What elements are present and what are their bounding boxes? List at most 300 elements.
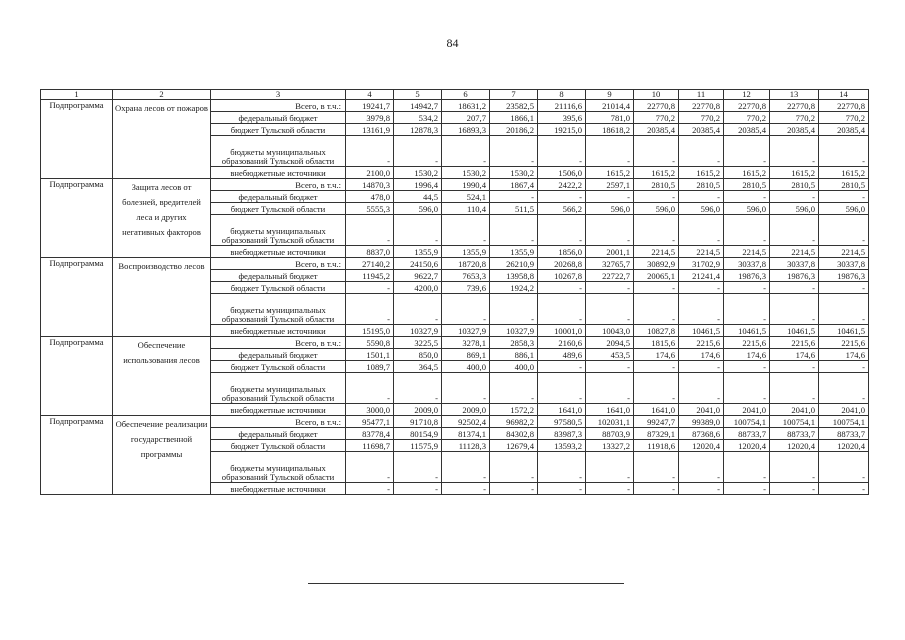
value-cell: -	[724, 373, 770, 404]
value-cell: 22770,8	[819, 100, 869, 112]
value-cell: 110,4	[442, 203, 490, 215]
value-cell: -	[538, 361, 586, 373]
funding-source: Всего, в т.ч.:	[211, 337, 346, 349]
value-cell: 100754,1	[819, 416, 869, 428]
funding-source: бюджеты муниципальных образований Тульской области	[211, 136, 346, 167]
value-cell: 850,0	[394, 349, 442, 361]
value-cell: 22770,8	[634, 100, 679, 112]
value-cell: 2810,5	[819, 179, 869, 191]
header-cell: 1	[41, 90, 113, 100]
value-cell: -	[679, 282, 724, 294]
value-cell: -	[442, 294, 490, 325]
value-cell: -	[770, 294, 819, 325]
subprogram-kind: Подпрограмма	[41, 100, 113, 179]
value-cell: -	[770, 282, 819, 294]
value-cell: 13593,2	[538, 440, 586, 452]
subprogram-kind: Подпрограмма	[41, 416, 113, 495]
value-cell: -	[394, 483, 442, 495]
table-body	[41, 90, 869, 495]
value-cell: 2810,5	[724, 179, 770, 191]
value-cell: -	[724, 361, 770, 373]
value-cell: 92502,4	[442, 416, 490, 428]
value-cell: 2215,6	[724, 337, 770, 349]
value-cell: 1641,0	[538, 404, 586, 416]
value-cell: 2215,6	[679, 337, 724, 349]
value-cell: -	[724, 282, 770, 294]
funding-source: Всего, в т.ч.:	[211, 179, 346, 191]
value-cell: 10461,5	[819, 325, 869, 337]
value-cell: -	[679, 452, 724, 483]
value-cell: 2041,0	[724, 404, 770, 416]
value-cell: 1856,0	[538, 246, 586, 258]
value-cell: 7653,3	[442, 270, 490, 282]
value-cell: 83778,4	[346, 428, 394, 440]
value-cell: 91710,8	[394, 416, 442, 428]
value-cell: 20268,8	[538, 258, 586, 270]
value-cell: 19876,3	[724, 270, 770, 282]
funding-source: Всего, в т.ч.:	[211, 416, 346, 428]
funding-source: федеральный бюджет	[211, 428, 346, 440]
funding-source: бюджет Тульской области	[211, 203, 346, 215]
subprogram-kind: Подпрограмма	[41, 337, 113, 416]
value-cell: -	[724, 191, 770, 203]
value-cell: 478,0	[346, 191, 394, 203]
value-cell: 1530,2	[394, 167, 442, 179]
funding-source: бюджеты муниципальных образований Тульской области	[211, 452, 346, 483]
funding-source: бюджет Тульской области	[211, 361, 346, 373]
value-cell: 453,5	[586, 349, 634, 361]
value-cell: 20065,1	[634, 270, 679, 282]
funding-source: бюджеты муниципальных образований Тульской области	[211, 215, 346, 246]
value-cell: 1615,2	[634, 167, 679, 179]
value-cell: 1815,6	[634, 337, 679, 349]
value-cell: -	[394, 452, 442, 483]
value-cell: 2810,5	[634, 179, 679, 191]
value-cell: -	[724, 215, 770, 246]
value-cell: 99389,0	[679, 416, 724, 428]
funding-source: внебюджетные источники	[211, 246, 346, 258]
funding-source: федеральный бюджет	[211, 270, 346, 282]
value-cell: 12020,4	[819, 440, 869, 452]
value-cell: 80154,9	[394, 428, 442, 440]
value-cell: 1355,9	[394, 246, 442, 258]
value-cell: 1641,0	[634, 404, 679, 416]
value-cell: -	[586, 215, 634, 246]
value-cell: 23582,5	[490, 100, 538, 112]
value-cell: 3000,0	[346, 404, 394, 416]
value-cell: 16893,3	[442, 124, 490, 136]
value-cell: 21014,4	[586, 100, 634, 112]
value-cell: 21241,4	[679, 270, 724, 282]
value-cell: 1866,1	[490, 112, 538, 124]
value-cell: -	[442, 483, 490, 495]
value-cell: -	[394, 294, 442, 325]
funding-source: внебюджетные источники	[211, 167, 346, 179]
value-cell: 24150,6	[394, 258, 442, 270]
value-cell: 102031,1	[586, 416, 634, 428]
value-cell: 511,5	[490, 203, 538, 215]
value-cell: 2041,0	[819, 404, 869, 416]
value-cell: 22722,7	[586, 270, 634, 282]
value-cell: 11945,2	[346, 270, 394, 282]
value-cell: 534,2	[394, 112, 442, 124]
value-cell: 2215,6	[819, 337, 869, 349]
value-cell: 22770,8	[770, 100, 819, 112]
bottom-rule	[308, 583, 624, 584]
value-cell: 2214,5	[634, 246, 679, 258]
value-cell: -	[586, 136, 634, 167]
value-cell: 174,6	[679, 349, 724, 361]
value-cell: -	[442, 373, 490, 404]
header-cell: 5	[394, 90, 442, 100]
value-cell: 10461,5	[770, 325, 819, 337]
value-cell: 87368,6	[679, 428, 724, 440]
value-cell: 739,6	[442, 282, 490, 294]
value-cell: 2041,0	[679, 404, 724, 416]
value-cell: 10461,5	[724, 325, 770, 337]
value-cell: 44,5	[394, 191, 442, 203]
value-cell: 11698,7	[346, 440, 394, 452]
value-cell: 770,2	[819, 112, 869, 124]
value-cell: -	[586, 452, 634, 483]
value-cell: 596,0	[819, 203, 869, 215]
value-cell: -	[634, 215, 679, 246]
value-cell: 11918,6	[634, 440, 679, 452]
value-cell: 886,1	[490, 349, 538, 361]
value-cell: 100754,1	[724, 416, 770, 428]
value-cell: -	[634, 373, 679, 404]
value-cell: 1530,2	[442, 167, 490, 179]
value-cell: 1355,9	[490, 246, 538, 258]
value-cell: -	[819, 483, 869, 495]
value-cell: 174,6	[819, 349, 869, 361]
value-cell: -	[538, 191, 586, 203]
value-cell: -	[679, 215, 724, 246]
value-cell: 5555,3	[346, 203, 394, 215]
value-cell: 364,5	[394, 361, 442, 373]
value-cell: 1615,2	[586, 167, 634, 179]
value-cell: 8837,0	[346, 246, 394, 258]
value-cell: -	[634, 361, 679, 373]
value-cell: -	[394, 136, 442, 167]
value-cell: -	[442, 452, 490, 483]
value-cell: 400,0	[490, 361, 538, 373]
value-cell: -	[394, 373, 442, 404]
funding-source: бюджет Тульской области	[211, 440, 346, 452]
value-cell: 2858,3	[490, 337, 538, 349]
value-cell: 781,0	[586, 112, 634, 124]
value-cell: 19876,3	[819, 270, 869, 282]
value-cell: 20186,2	[490, 124, 538, 136]
value-cell: -	[538, 282, 586, 294]
value-cell: -	[819, 191, 869, 203]
value-cell: 88733,7	[819, 428, 869, 440]
value-cell: 207,7	[442, 112, 490, 124]
value-cell: -	[679, 373, 724, 404]
value-cell: -	[724, 136, 770, 167]
value-cell: -	[679, 136, 724, 167]
value-cell: -	[819, 452, 869, 483]
value-cell: 88733,7	[770, 428, 819, 440]
value-cell: 12020,4	[724, 440, 770, 452]
subprogram-name: Обеспечение использования лесов	[113, 337, 211, 416]
value-cell: 2094,5	[586, 337, 634, 349]
value-cell: 19241,7	[346, 100, 394, 112]
value-cell: -	[634, 282, 679, 294]
value-cell: 13161,9	[346, 124, 394, 136]
value-cell: -	[634, 191, 679, 203]
header-cell: 13	[770, 90, 819, 100]
funding-source: бюджет Тульской области	[211, 124, 346, 136]
value-cell: 13958,8	[490, 270, 538, 282]
funding-source: бюджет Тульской области	[211, 282, 346, 294]
value-cell: 2597,1	[586, 179, 634, 191]
value-cell: 2041,0	[770, 404, 819, 416]
value-cell: 10327,9	[490, 325, 538, 337]
value-cell: -	[538, 215, 586, 246]
value-cell: 1990,4	[442, 179, 490, 191]
value-cell: 30337,8	[770, 258, 819, 270]
value-cell: 1924,2	[490, 282, 538, 294]
value-cell: -	[819, 136, 869, 167]
table-row	[41, 179, 869, 191]
value-cell: -	[346, 294, 394, 325]
value-cell: -	[679, 294, 724, 325]
subprogram-name: Воспроизводство лесов	[113, 258, 211, 337]
value-cell: -	[770, 136, 819, 167]
value-cell: 18618,2	[586, 124, 634, 136]
value-cell: 21116,6	[538, 100, 586, 112]
value-cell: -	[634, 483, 679, 495]
value-cell: -	[586, 294, 634, 325]
value-cell: 566,2	[538, 203, 586, 215]
value-cell: 10327,9	[394, 325, 442, 337]
value-cell: 12020,4	[679, 440, 724, 452]
table-row	[41, 337, 869, 349]
header-cell: 9	[586, 90, 634, 100]
value-cell: 2214,5	[819, 246, 869, 258]
funding-source: внебюджетные источники	[211, 483, 346, 495]
value-cell: -	[770, 361, 819, 373]
value-cell: 22770,8	[679, 100, 724, 112]
subprogram-name: Защита лесов от болезней, вредителей леса и других негативных факторов	[113, 179, 211, 258]
value-cell: 14942,7	[394, 100, 442, 112]
value-cell: 11128,3	[442, 440, 490, 452]
value-cell: -	[724, 483, 770, 495]
value-cell: -	[442, 136, 490, 167]
value-cell: 489,6	[538, 349, 586, 361]
value-cell: 400,0	[442, 361, 490, 373]
value-cell: 83987,3	[538, 428, 586, 440]
value-cell: 5590,8	[346, 337, 394, 349]
value-cell: 2100,0	[346, 167, 394, 179]
value-cell: 596,0	[394, 203, 442, 215]
subprogram-kind: Подпрограмма	[41, 179, 113, 258]
header-cell: 12	[724, 90, 770, 100]
value-cell: -	[819, 361, 869, 373]
header-cell: 10	[634, 90, 679, 100]
value-cell: 524,1	[442, 191, 490, 203]
value-cell: 12020,4	[770, 440, 819, 452]
value-cell: 1501,1	[346, 349, 394, 361]
value-cell: -	[770, 452, 819, 483]
value-cell: 10827,8	[634, 325, 679, 337]
value-cell: -	[490, 191, 538, 203]
funding-source: бюджеты муниципальных образований Тульской области	[211, 294, 346, 325]
value-cell: 395,6	[538, 112, 586, 124]
value-cell: -	[490, 215, 538, 246]
budget-table	[40, 89, 869, 495]
value-cell: 1641,0	[586, 404, 634, 416]
value-cell: 770,2	[634, 112, 679, 124]
value-cell: 596,0	[634, 203, 679, 215]
value-cell: 31702,9	[679, 258, 724, 270]
value-cell: 88733,7	[724, 428, 770, 440]
value-cell: 100754,1	[770, 416, 819, 428]
header-row	[41, 90, 869, 100]
value-cell: 1615,2	[770, 167, 819, 179]
subprogram-kind: Подпрограмма	[41, 258, 113, 337]
value-cell: -	[634, 136, 679, 167]
value-cell: 596,0	[770, 203, 819, 215]
value-cell: 596,0	[679, 203, 724, 215]
value-cell: 99247,7	[634, 416, 679, 428]
value-cell: -	[586, 361, 634, 373]
value-cell: 12679,4	[490, 440, 538, 452]
value-cell: 26210,9	[490, 258, 538, 270]
subprogram-name: Охрана лесов от пожаров	[113, 100, 211, 179]
value-cell: 2215,6	[770, 337, 819, 349]
header-cell: 4	[346, 90, 394, 100]
header-cell: 2	[113, 90, 211, 100]
value-cell: 869,1	[442, 349, 490, 361]
value-cell: -	[770, 215, 819, 246]
value-cell: -	[819, 215, 869, 246]
value-cell: 30337,8	[819, 258, 869, 270]
funding-source: бюджеты муниципальных образований Тульской области	[211, 373, 346, 404]
value-cell: 20385,4	[819, 124, 869, 136]
value-cell: 770,2	[724, 112, 770, 124]
value-cell: 20385,4	[679, 124, 724, 136]
header-cell: 8	[538, 90, 586, 100]
header-cell: 6	[442, 90, 490, 100]
value-cell: 10327,9	[442, 325, 490, 337]
value-cell: -	[770, 191, 819, 203]
value-cell: 2810,5	[770, 179, 819, 191]
value-cell: 22770,8	[724, 100, 770, 112]
value-cell: 3225,5	[394, 337, 442, 349]
funding-source: Всего, в т.ч.:	[211, 258, 346, 270]
value-cell: 87329,1	[634, 428, 679, 440]
value-cell: 1355,9	[442, 246, 490, 258]
subprogram-name: Обеспечение реализации государственной программы	[113, 416, 211, 495]
value-cell: 15195,0	[346, 325, 394, 337]
value-cell: 20385,4	[770, 124, 819, 136]
value-cell: 596,0	[724, 203, 770, 215]
value-cell: 84302,8	[490, 428, 538, 440]
value-cell: 9622,7	[394, 270, 442, 282]
value-cell: -	[724, 452, 770, 483]
value-cell: 12878,3	[394, 124, 442, 136]
value-cell: 30892,9	[634, 258, 679, 270]
value-cell: -	[346, 483, 394, 495]
table-row	[41, 416, 869, 428]
value-cell: 18631,2	[442, 100, 490, 112]
header-cell: 7	[490, 90, 538, 100]
value-cell: 1867,4	[490, 179, 538, 191]
value-cell: 20385,4	[634, 124, 679, 136]
value-cell: 1996,4	[394, 179, 442, 191]
value-cell: -	[538, 452, 586, 483]
value-cell: 14870,3	[346, 179, 394, 191]
value-cell: 30337,8	[724, 258, 770, 270]
value-cell: 97580,5	[538, 416, 586, 428]
value-cell: 770,2	[770, 112, 819, 124]
value-cell: -	[634, 452, 679, 483]
value-cell: -	[770, 373, 819, 404]
value-cell: -	[346, 136, 394, 167]
value-cell: 10461,5	[679, 325, 724, 337]
value-cell: -	[586, 373, 634, 404]
value-cell: 95477,1	[346, 416, 394, 428]
value-cell: 2422,2	[538, 179, 586, 191]
value-cell: 1615,2	[679, 167, 724, 179]
value-cell: 770,2	[679, 112, 724, 124]
value-cell: 2214,5	[724, 246, 770, 258]
value-cell: -	[538, 483, 586, 495]
funding-source: Всего, в т.ч.:	[211, 100, 346, 112]
value-cell: 96982,2	[490, 416, 538, 428]
value-cell: -	[538, 373, 586, 404]
value-cell: 27140,2	[346, 258, 394, 270]
value-cell: -	[346, 373, 394, 404]
value-cell: 10043,0	[586, 325, 634, 337]
funding-source: федеральный бюджет	[211, 112, 346, 124]
page-number: 84	[446, 36, 459, 50]
funding-source: федеральный бюджет	[211, 191, 346, 203]
funding-source: внебюджетные источники	[211, 404, 346, 416]
value-cell: -	[490, 373, 538, 404]
value-cell: 19876,3	[770, 270, 819, 282]
header-cell: 14	[819, 90, 869, 100]
value-cell: 174,6	[770, 349, 819, 361]
value-cell: 88703,9	[586, 428, 634, 440]
value-cell: -	[346, 215, 394, 246]
header-cell: 11	[679, 90, 724, 100]
value-cell: 13327,2	[586, 440, 634, 452]
value-cell: -	[586, 282, 634, 294]
value-cell: 81374,1	[442, 428, 490, 440]
table-row	[41, 258, 869, 270]
value-cell: 3979,8	[346, 112, 394, 124]
header-cell: 3	[211, 90, 346, 100]
value-cell: 2009,0	[394, 404, 442, 416]
value-cell: 2001,1	[586, 246, 634, 258]
value-cell: 32765,7	[586, 258, 634, 270]
value-cell: -	[724, 294, 770, 325]
value-cell: -	[346, 452, 394, 483]
value-cell: 2160,6	[538, 337, 586, 349]
value-cell: -	[490, 483, 538, 495]
value-cell: 18720,8	[442, 258, 490, 270]
value-cell: -	[490, 452, 538, 483]
value-cell: 1530,2	[490, 167, 538, 179]
value-cell: -	[679, 191, 724, 203]
value-cell: -	[538, 294, 586, 325]
value-cell: 3278,1	[442, 337, 490, 349]
value-cell: 2810,5	[679, 179, 724, 191]
value-cell: 20385,4	[724, 124, 770, 136]
